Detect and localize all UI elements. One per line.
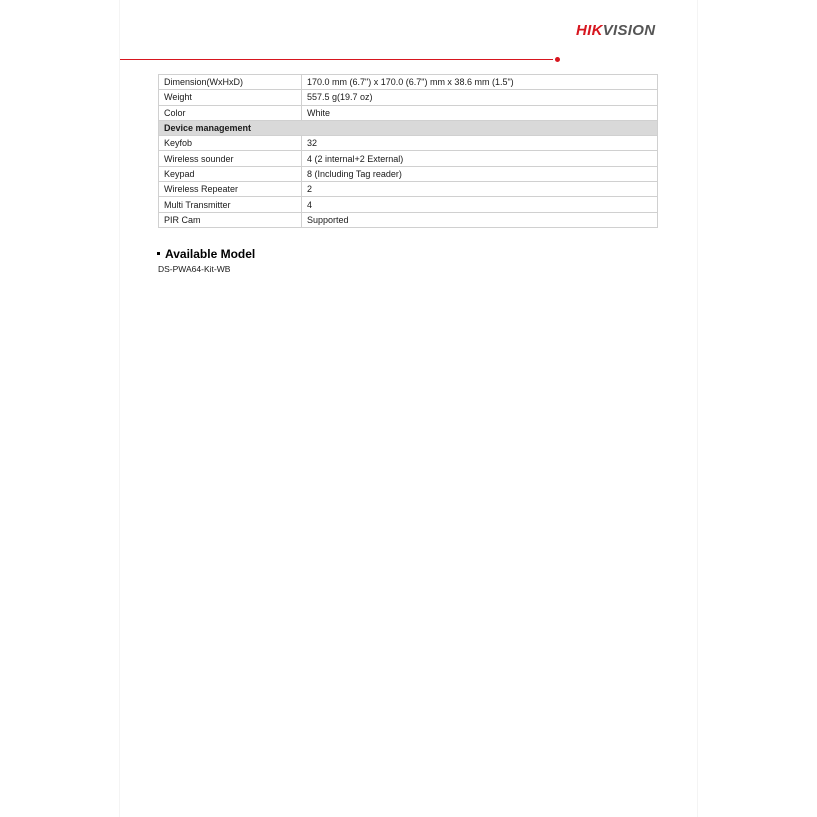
header-rule bbox=[120, 59, 553, 60]
table-row bbox=[159, 197, 658, 212]
spec-label: Keyfob bbox=[159, 136, 302, 151]
spec-value: 8 (Including Tag reader) bbox=[302, 166, 658, 181]
spec-value: Supported bbox=[302, 212, 658, 227]
available-model-name: DS-PWA64-Kit-WB bbox=[158, 264, 231, 274]
spec-table bbox=[158, 74, 658, 228]
section-header-row bbox=[159, 120, 658, 135]
spec-value: 2 bbox=[302, 182, 658, 197]
table-row bbox=[159, 151, 658, 166]
available-model-heading bbox=[157, 247, 255, 261]
table-row bbox=[159, 212, 658, 227]
logo-part-hik: HIK bbox=[576, 22, 603, 39]
spec-value: 557.5 g(19.7 oz) bbox=[302, 90, 658, 105]
logo-part-vision: VISION bbox=[602, 22, 656, 39]
spec-value: 32 bbox=[302, 136, 658, 151]
spec-label: Color bbox=[159, 105, 302, 120]
bullet-icon bbox=[157, 252, 160, 255]
spec-value: 4 (2 internal+2 External) bbox=[302, 151, 658, 166]
table-row bbox=[159, 166, 658, 181]
table-row bbox=[159, 75, 658, 90]
spec-label: Dimension(WxHxD) bbox=[159, 75, 302, 90]
section-title: Device management bbox=[159, 120, 658, 135]
spec-value: 170.0 mm (6.7") x 170.0 (6.7") mm x 38.6 mm (1.5") bbox=[302, 75, 658, 90]
spec-label: Weight bbox=[159, 90, 302, 105]
spec-label: Wireless sounder bbox=[159, 151, 302, 166]
spec-label: Multi Transmitter bbox=[159, 197, 302, 212]
spec-label: Wireless Repeater bbox=[159, 182, 302, 197]
table-row bbox=[159, 182, 658, 197]
spec-value: 4 bbox=[302, 197, 658, 212]
spec-value: White bbox=[302, 105, 658, 120]
table-row bbox=[159, 90, 658, 105]
available-model-title: Available Model bbox=[165, 247, 256, 261]
spec-label: Keypad bbox=[159, 166, 302, 181]
header-rule-dot bbox=[555, 57, 560, 62]
spec-label: PIR Cam bbox=[159, 212, 302, 227]
table-row bbox=[159, 105, 658, 120]
hikvision-logo bbox=[576, 22, 655, 40]
table-row bbox=[159, 136, 658, 151]
